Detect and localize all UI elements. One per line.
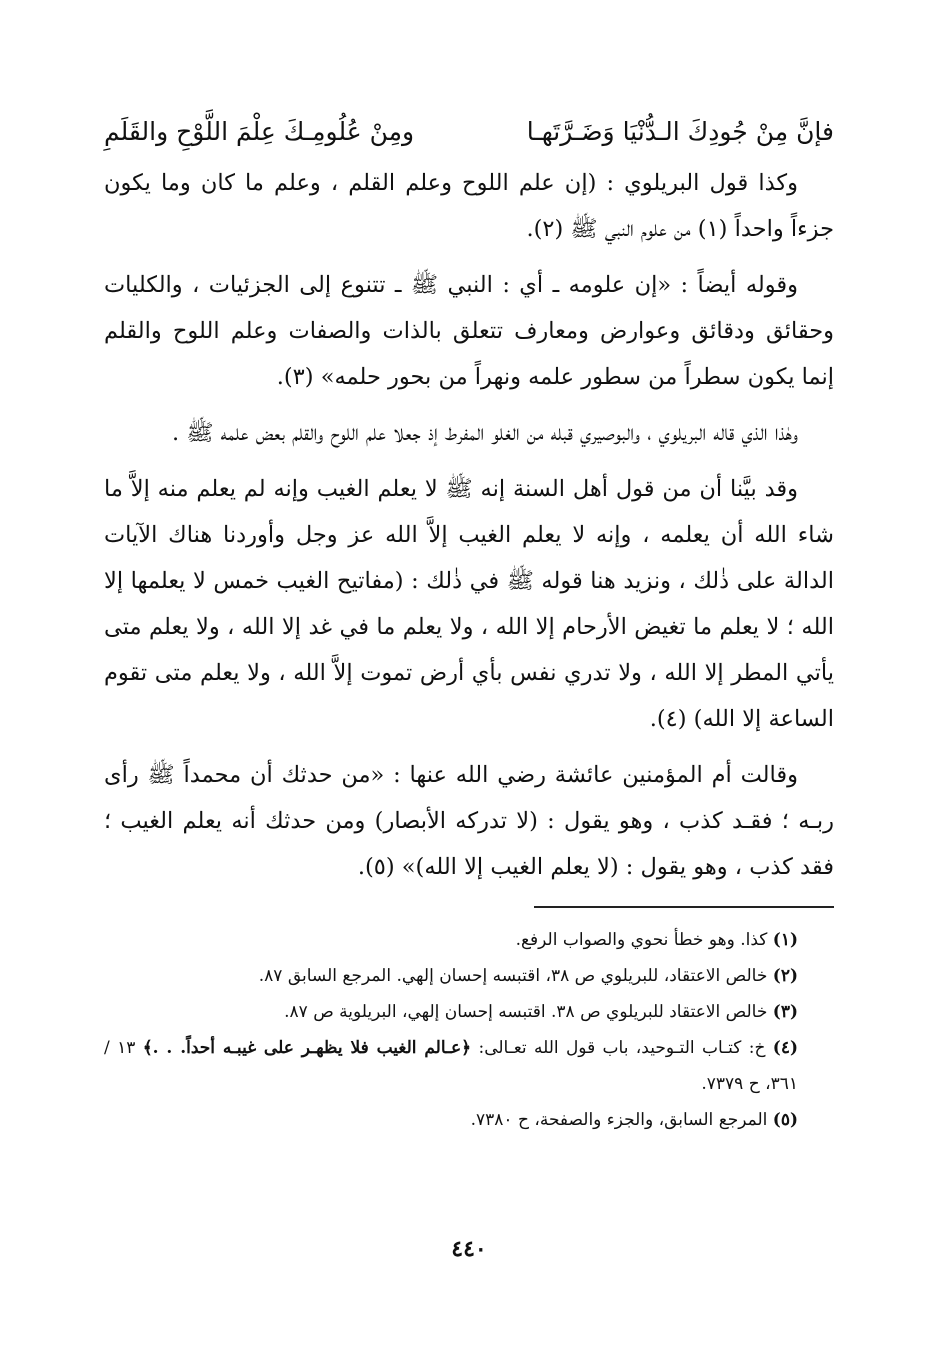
footnote-text: خالص الاعتقاد، للبريلوي ص ٣٨، اقتبسه إحسان إلهي. المرجع السابق ٨٧. bbox=[258, 966, 768, 986]
footnote-reference: ١٣ / ٣٦١، ح ٧٣٧٩. bbox=[104, 1038, 798, 1094]
footnote-4 bbox=[104, 1030, 834, 1102]
footnotes bbox=[104, 922, 834, 1138]
footnote-number: (٣) bbox=[772, 1002, 798, 1022]
footnote-text: كذا. وهو خطأ نحوي والصواب الرفع. bbox=[515, 930, 768, 950]
book-page bbox=[104, 112, 834, 1328]
paragraph-1: وكذا قول البريلوي : (إن علم اللوح وعلم القلم ، وعلم ما كان وما يكون جزءاً واحداً (١) من علوم النبي ﷺ (٢). bbox=[104, 170, 834, 242]
verse-hemistich-left: ومِنْ عُلُومِـكَ عِلْمَ اللَّوْحِ والقَلَمِ bbox=[104, 117, 415, 146]
paragraph-2: وقوله أيضاً : «إن علومه ـ أي : النبي ﷺ ـ تتنوع إلى الجزئيات ، والكليات وحقائق ودقائق وعوارض ومعارف تتعلق بالذات والصفات وعلم اللوح والقلم إنما يكون سطراً من سطور علمه ونهراً من بحور حلمه» (٣). bbox=[104, 272, 834, 390]
quranic-quote: ﴿عـالم الغيب فلا يظهـر على غيبـه أحداً. . .﴾ bbox=[142, 1038, 472, 1058]
footnote-number: (٥) bbox=[772, 1110, 798, 1130]
paragraph-4: وقد بيَّنا أن من قول أهل السنة إنه ﷺ لا يعلم الغيب وإنه لم يعلم منه إلاَّ ما شاء الله أن يعلمه ، وإنه لا يعلم الغيب إلاَّ الله عز وجل وأوردنا هناك الآيات الدالة على ذٰلك ، ونزيد هنا قوله ﷺ في ذٰلك : (مفاتيح الغيب خمس لا يعلمها إلا الله ؛ لا يعلم ما تغيض الأرحام إلا الله ، ولا يعلم ما في غد إلا الله ، ولا يعلم متى يأتي المطر إلا الله ، ولا تدري نفس بأي أرض تموت إلاَّ الله ، ولا يعلم متى تقوم الساعة إلا الله) (٤). bbox=[104, 476, 834, 732]
paragraph-3: وهٰذا الذي قاله البريلوي ، والبوصيري قبله من الغلو المفرط إذ جعلا علم اللوح والقلم بعض علمه ﷺ . bbox=[172, 420, 798, 446]
poetry-verse bbox=[104, 112, 834, 156]
footnote-text: خالص الاعتقاد للبريلوي ص ٣٨. اقتبسه إحسان إلهي، البريلوية ص ٨٧. bbox=[284, 1002, 768, 1022]
footnote-text: المرجع السابق، والجزء والصفحة، ح ٧٣٨٠. bbox=[470, 1110, 768, 1130]
page-number: ٤٤٠ bbox=[451, 1236, 487, 1262]
footnote-number: (٤) bbox=[772, 1038, 798, 1058]
footnote-2 bbox=[104, 958, 834, 994]
footnote-divider bbox=[534, 906, 834, 908]
footnote-text: خ: كتـاب التـوحيد، باب قول الله تعـالى: bbox=[478, 1038, 766, 1058]
footnote-3 bbox=[104, 994, 834, 1030]
footnote-5 bbox=[104, 1102, 834, 1138]
footnote-1 bbox=[104, 922, 834, 958]
verse-hemistich-right: فإنَّ مِنْ جُودِكَ الـدُّنْيَا وَضَـرَّتَهـا bbox=[526, 117, 834, 146]
paragraph-5: وقالت أم المؤمنين عائشة رضي الله عنها : «من حدثك أن محمداً ﷺ رأى ربـه ؛ فقـد كذب ، وهو يقول : (لا تدركه الأبصار) ومن حدثك أنه يعلم الغيب ؛ فقد كذب ، وهو يقول : (لا يعلم الغيب إلا الله)» (٥). bbox=[104, 762, 834, 880]
footnote-number: (٢) bbox=[772, 966, 798, 986]
footnote-number: (١) bbox=[772, 930, 798, 950]
